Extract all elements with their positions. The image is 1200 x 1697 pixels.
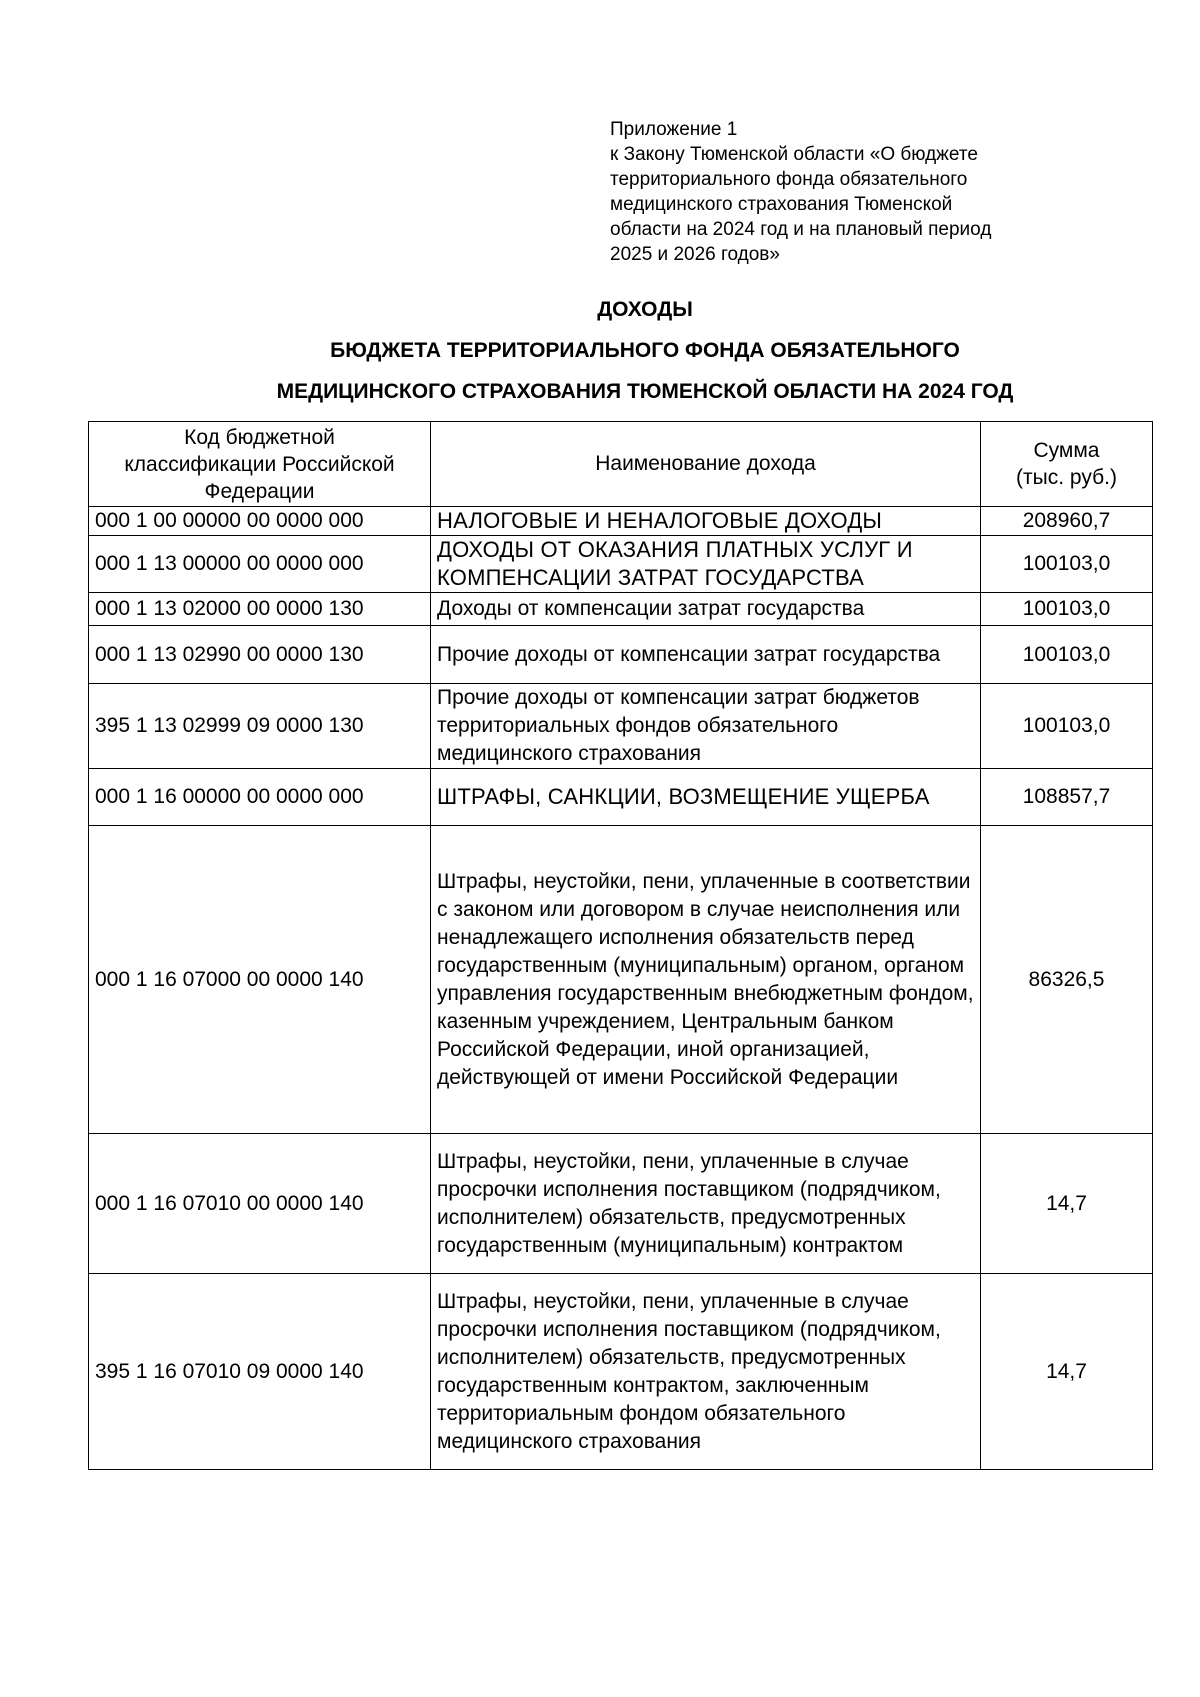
appendix-note — [610, 117, 1080, 267]
row-name: Штрафы, неустойки, пени, уплаченные в соответствии с законом или договором в случае неисполнения или ненадлежащего исполнения обязательств перед государственным (муниципальным) органом, органом управления государственным внебюджетным фондом, казенным учреждением, Центральным банком Российской Федерации, иной организацией, действующей от имени Российской Федерации — [431, 826, 981, 1134]
row-name: Доходы от компенсации затрат государства — [431, 593, 981, 626]
appendix-line: 2025 и 2026 годов» — [610, 244, 780, 265]
row-code: 000 1 16 07000 00 0000 140 — [89, 826, 431, 1134]
row-sum: 86326,5 — [981, 826, 1153, 1134]
row-name: ДОХОДЫ ОТ ОКАЗАНИЯ ПЛАТНЫХ УСЛУГ И КОМПЕНСАЦИИ ЗАТРАТ ГОСУДАРСТВА — [431, 536, 981, 593]
row-code: 395 1 16 07010 09 0000 140 — [89, 1274, 431, 1470]
row-code: 395 1 13 02999 09 0000 130 — [89, 684, 431, 769]
row-sum: 100103,0 — [981, 593, 1153, 626]
row-code: 000 1 13 02990 00 0000 130 — [89, 626, 431, 684]
row-name: Прочие доходы от компенсации затрат бюджетов территориальных фондов обязательного медицинского страхования — [431, 684, 981, 769]
header-code-line: Федерации — [204, 479, 315, 503]
table-row — [89, 826, 1153, 1134]
row-sum: 100103,0 — [981, 536, 1153, 593]
row-code: 000 1 00 00000 00 0000 000 — [89, 507, 431, 536]
header-code — [89, 422, 431, 507]
row-sum: 14,7 — [981, 1274, 1153, 1470]
row-name: Штрафы, неустойки, пени, уплаченные в случае просрочки исполнения поставщиком (подрядчиком, исполнителем) обязательств, предусмотренных государственным контрактом, заключенным территориальным фондом обязательного медицинского страхования — [431, 1274, 981, 1470]
row-name: НАЛОГОВЫЕ И НЕНАЛОГОВЫЕ ДОХОДЫ — [431, 507, 981, 536]
document-subtitle: БЮДЖЕТА ТЕРРИТОРИАЛЬНОГО ФОНДА ОБЯЗАТЕЛЬНОГО — [330, 339, 960, 362]
table-row — [89, 626, 1153, 684]
appendix-line: к Закону Тюменской области «О бюджете — [610, 144, 978, 165]
appendix-line: области на 2024 год и на плановый период — [610, 219, 992, 240]
header-code-line: Код бюджетной — [184, 425, 335, 449]
document-title: ДОХОДЫ — [597, 298, 693, 321]
row-code: 000 1 13 00000 00 0000 000 — [89, 536, 431, 593]
document-subtitle: МЕДИЦИНСКОГО СТРАХОВАНИЯ ТЮМЕНСКОЙ ОБЛАСТИ НА 2024 ГОД — [276, 380, 1014, 403]
appendix-line: медицинского страхования Тюменской — [610, 194, 953, 215]
table-row — [89, 684, 1153, 769]
table-row — [89, 1274, 1153, 1470]
table-row — [89, 507, 1153, 536]
header-code-line: классификации Российской — [124, 452, 395, 476]
row-code: 000 1 16 07010 00 0000 140 — [89, 1134, 431, 1274]
row-sum: 100103,0 — [981, 626, 1153, 684]
row-code: 000 1 16 00000 00 0000 000 — [89, 769, 431, 826]
table-row — [89, 769, 1153, 826]
header-sum-line: (тыс. руб.) — [1016, 466, 1117, 489]
header-sum-line: Сумма — [1033, 439, 1100, 462]
row-name: Прочие доходы от компенсации затрат государства — [431, 626, 981, 684]
row-sum: 14,7 — [981, 1134, 1153, 1274]
table-header-row — [89, 422, 1153, 507]
table-row — [89, 536, 1153, 593]
header-sum — [981, 422, 1153, 507]
row-sum: 208960,7 — [981, 507, 1153, 536]
header-name: Наименование дохода — [431, 422, 981, 507]
row-name: Штрафы, неустойки, пени, уплаченные в случае просрочки исполнения поставщиком (подрядчиком, исполнителем) обязательств, предусмотренных государственным (муниципальным) контрактом — [431, 1134, 981, 1274]
row-name: ШТРАФЫ, САНКЦИИ, ВОЗМЕЩЕНИЕ УЩЕРБА — [431, 769, 981, 826]
row-sum: 100103,0 — [981, 684, 1153, 769]
appendix-line: Приложение 1 — [610, 119, 738, 140]
appendix-line: территориального фонда обязательного — [610, 169, 968, 190]
row-sum: 108857,7 — [981, 769, 1153, 826]
row-code: 000 1 13 02000 00 0000 130 — [89, 593, 431, 626]
income-table — [88, 421, 1153, 1470]
table-row — [89, 1134, 1153, 1274]
table-row — [89, 593, 1153, 626]
